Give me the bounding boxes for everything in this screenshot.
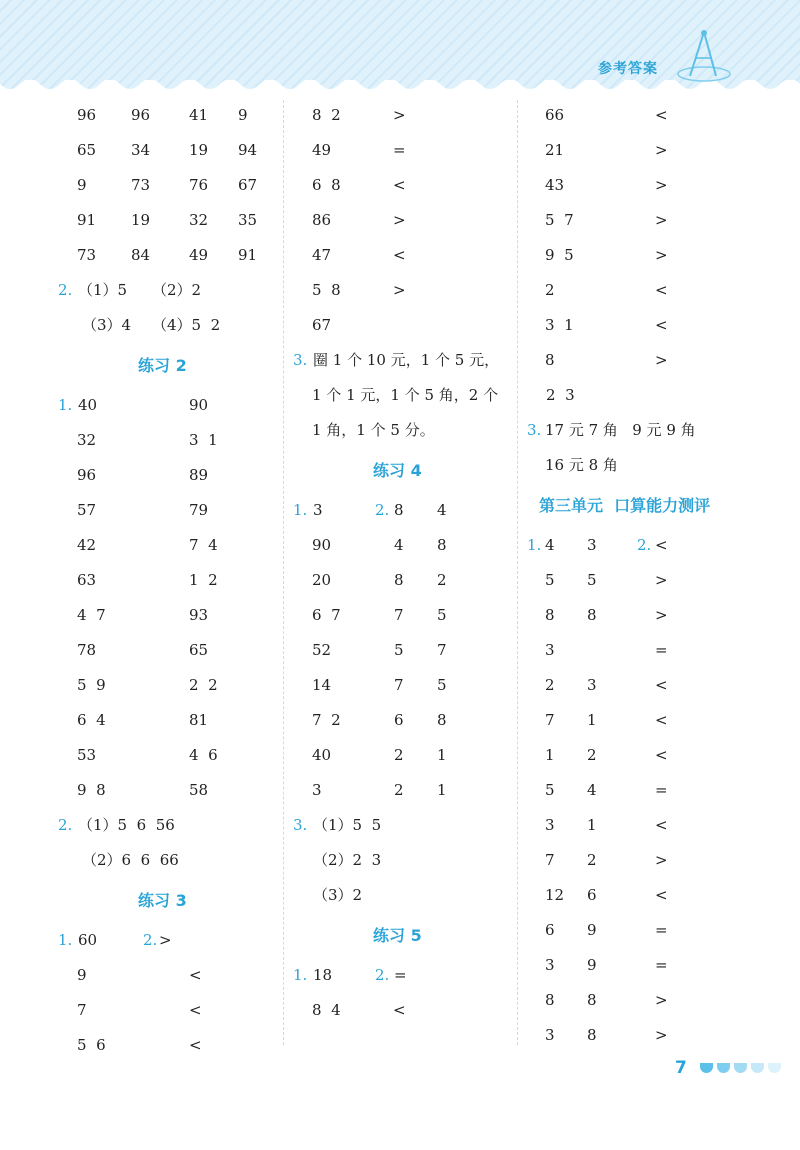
answer-value: 4 [437, 501, 447, 519]
answer-row [527, 238, 789, 273]
answer-value: 1 [437, 746, 447, 764]
answer-value: 4 [587, 781, 597, 799]
question-number: 2. [637, 536, 652, 554]
answer-row [293, 633, 511, 668]
section-heading [58, 343, 280, 388]
section-heading-text: 练习 5 [373, 926, 422, 945]
answer-value: = [655, 641, 668, 659]
answer-value: 19 [131, 211, 151, 229]
answer-value: > [655, 141, 668, 159]
answer-value: 8 [545, 991, 555, 1009]
answer-value: > [655, 851, 668, 869]
answer-value: 19 [189, 141, 209, 159]
answer-value: 32 [189, 211, 209, 229]
answer-value: 3 [587, 676, 597, 694]
answer-value: < [655, 711, 668, 729]
answer-row [527, 203, 789, 238]
answer-row [293, 878, 511, 913]
answer-value: 96 [77, 106, 97, 124]
answer-value: 1 [437, 781, 447, 799]
answer-value: 3 [587, 536, 597, 554]
answer-value: 7 [394, 676, 404, 694]
answer-value: < [655, 536, 668, 554]
answer-value: = [655, 921, 668, 939]
answer-value: < [393, 1001, 406, 1019]
answer-value: 4 7 [77, 606, 106, 624]
answer-value: 5 6 [77, 1036, 106, 1054]
question-number: 3. [293, 351, 308, 369]
answer-value: < [393, 176, 406, 194]
answer-value: 73 [77, 246, 97, 264]
answer-value: < [655, 886, 668, 904]
answer-column-3 [527, 98, 789, 1053]
column-divider-1 [283, 100, 284, 1045]
question-number: 2. [143, 931, 158, 949]
answer-row [293, 378, 511, 413]
question-number: 3. [527, 421, 542, 439]
answer-value: = [655, 781, 668, 799]
answer-row [58, 203, 280, 238]
answer-value: 84 [131, 246, 151, 264]
answer-value: < [655, 281, 668, 299]
answer-value: 9 [587, 921, 597, 939]
answer-value: 2 [545, 676, 555, 694]
answer-row [293, 273, 511, 308]
answer-value: 2 [587, 851, 597, 869]
answer-value: 14 [312, 676, 332, 694]
answer-value: 5 7 [545, 211, 574, 229]
answer-value: 6 [587, 886, 597, 904]
answer-value: 3 [545, 1026, 555, 1044]
answer-row [527, 878, 789, 913]
section-heading-text: 练习 2 [138, 356, 187, 375]
answer-value: 53 [77, 746, 97, 764]
section-heading [293, 913, 511, 958]
answer-row [293, 808, 511, 843]
answer-value: 3 [545, 816, 555, 834]
answer-value: 18 [313, 966, 333, 984]
answer-value: 8 [394, 501, 404, 519]
answer-value: 3 [545, 956, 555, 974]
answer-value: 78 [77, 641, 97, 659]
answer-row [293, 703, 511, 738]
answer-row [58, 703, 280, 738]
answer-value: 9 [238, 106, 248, 124]
section-heading-text: 练习 4 [373, 461, 422, 480]
answer-value: 7 [77, 1001, 87, 1019]
answer-value: 7 [545, 711, 555, 729]
answer-value: 96 [77, 466, 97, 484]
answer-row [527, 843, 789, 878]
answer-value: （3）2 [313, 886, 363, 904]
answer-value: 47 [312, 246, 332, 264]
answer-value: 5 [545, 571, 555, 589]
answer-value: 76 [189, 176, 209, 194]
answer-row [293, 958, 511, 993]
answer-row [527, 133, 789, 168]
answer-column-2 [293, 98, 511, 1028]
answer-value: 5 [437, 606, 447, 624]
answer-row [293, 493, 511, 528]
answer-row [58, 668, 280, 703]
answer-row [527, 378, 789, 413]
answer-row [527, 703, 789, 738]
answer-value: 9 [77, 176, 87, 194]
answer-value: 3 [312, 781, 322, 799]
answer-value: 5 [587, 571, 597, 589]
answer-row [527, 413, 789, 448]
answer-value: （4）5 2 [152, 316, 221, 334]
answer-row [527, 773, 789, 808]
answer-value: 90 [189, 396, 209, 414]
answer-value: 1 [545, 746, 555, 764]
answer-value: 7 4 [189, 536, 218, 554]
answer-value: 21 [545, 141, 565, 159]
question-number: 2. [375, 501, 390, 519]
answer-value: < [655, 816, 668, 834]
answer-value: 91 [77, 211, 97, 229]
answer-value: 6 8 [312, 176, 341, 194]
answer-value: > [655, 991, 668, 1009]
answer-value: 2 [545, 281, 555, 299]
answer-value: 79 [189, 501, 209, 519]
answer-value: 96 [131, 106, 151, 124]
answer-row [527, 913, 789, 948]
answer-row [293, 98, 511, 133]
header-title: 参考答案 [598, 61, 658, 77]
answer-row [527, 343, 789, 378]
answer-value: 3 [545, 641, 555, 659]
answer-row [527, 668, 789, 703]
answer-value: 8 4 [312, 1001, 341, 1019]
answer-row [58, 563, 280, 598]
answer-value: 40 [78, 396, 98, 414]
answer-row [527, 308, 789, 343]
decorative-dot [768, 1063, 781, 1073]
column-divider-2 [517, 100, 518, 1045]
answer-row [527, 983, 789, 1018]
answer-value: 9 8 [77, 781, 106, 799]
answer-value: 16 元 8 角 [545, 456, 618, 474]
section-heading-text: 练习 3 [138, 891, 187, 910]
answer-value: （1）5 6 56 [78, 816, 175, 834]
answer-value: < [189, 966, 202, 984]
answer-value: 49 [189, 246, 209, 264]
answer-value: （2）2 [152, 281, 202, 299]
answer-value: < [393, 246, 406, 264]
answer-value: 1 [587, 711, 597, 729]
answer-value: 2 [394, 781, 404, 799]
answer-value: 17 元 7 角 9 元 9 角 [545, 421, 696, 439]
answer-value: 4 [545, 536, 555, 554]
answer-value: 93 [189, 606, 209, 624]
answer-value: 65 [77, 141, 97, 159]
answer-value: （3）4 [82, 316, 132, 334]
answer-row [58, 458, 280, 493]
answer-value: 1 个 1 元，1 个 5 角，2 个 [312, 386, 499, 404]
answer-row [58, 388, 280, 423]
answer-column-1 [58, 98, 280, 1063]
answer-row [293, 238, 511, 273]
answer-value: 34 [131, 141, 151, 159]
answer-row [58, 133, 280, 168]
answer-value: 40 [312, 746, 332, 764]
answer-value: 91 [238, 246, 258, 264]
page-number: 7 [675, 1058, 687, 1078]
decorative-dot [751, 1063, 764, 1073]
answer-value: 圈 1 个 10 元，1 个 5 元， [313, 351, 500, 369]
question-number: 1. [293, 501, 308, 519]
answer-row [58, 98, 280, 133]
answer-value: 41 [189, 106, 209, 124]
answer-value: 8 [394, 571, 404, 589]
answer-row [527, 273, 789, 308]
answer-row [58, 738, 280, 773]
compass-ruler-icon [676, 28, 732, 84]
answer-value: 7 [394, 606, 404, 624]
answer-value: 43 [545, 176, 565, 194]
answer-value: 2 [394, 746, 404, 764]
answer-value: （1）5 [78, 281, 128, 299]
answer-value: （2）2 3 [313, 851, 382, 869]
answer-value: 5 8 [312, 281, 341, 299]
decorative-dot [700, 1063, 713, 1073]
answer-value: 5 [437, 676, 447, 694]
section-heading [293, 448, 511, 493]
question-number: 2. [58, 281, 73, 299]
answer-value: 2 [437, 571, 447, 589]
question-number: 1. [58, 396, 73, 414]
answer-value: > [393, 281, 406, 299]
answer-value: = [393, 141, 406, 159]
answer-row [58, 958, 280, 993]
answer-value: 2 [587, 746, 597, 764]
answer-value: 67 [238, 176, 258, 194]
decorative-dot [717, 1063, 730, 1073]
answer-value: 3 1 [189, 431, 218, 449]
decorative-dot [734, 1063, 747, 1073]
answer-value: 4 6 [189, 746, 218, 764]
answer-value: 8 2 [312, 106, 341, 124]
answer-value: 1 2 [189, 571, 218, 589]
answer-row [527, 1018, 789, 1053]
answer-value: 5 [545, 781, 555, 799]
answer-row [58, 308, 280, 343]
answer-value: 5 [394, 641, 404, 659]
answer-row [293, 993, 511, 1028]
answer-value: > [655, 211, 668, 229]
answer-row [58, 168, 280, 203]
answer-value: > [393, 211, 406, 229]
answer-value: 8 [545, 606, 555, 624]
answer-value: = [394, 966, 407, 984]
section-heading-text: 第三单元 口算能力测评 [539, 496, 711, 515]
answer-value: 81 [189, 711, 209, 729]
answer-row [527, 633, 789, 668]
answer-value: 8 [437, 711, 447, 729]
answer-row [293, 773, 511, 808]
question-number: 3. [293, 816, 308, 834]
answer-row [58, 423, 280, 458]
answer-value: 8 [545, 351, 555, 369]
answer-value: 49 [312, 141, 332, 159]
answer-value: > [655, 1026, 668, 1044]
answer-value: （1）5 5 [313, 816, 382, 834]
answer-row [58, 238, 280, 273]
answer-value: 3 [313, 501, 323, 519]
answer-value: 90 [312, 536, 332, 554]
answer-value: 86 [312, 211, 332, 229]
answer-value: 89 [189, 466, 209, 484]
answer-row [58, 843, 280, 878]
answer-row [58, 993, 280, 1028]
answer-row [293, 563, 511, 598]
answer-row [293, 598, 511, 633]
answer-row [58, 923, 280, 958]
answer-value: 6 7 [312, 606, 341, 624]
answer-row [58, 528, 280, 563]
answer-value: 73 [131, 176, 151, 194]
answer-value: < [189, 1036, 202, 1054]
answer-row [293, 203, 511, 238]
answer-value: 63 [77, 571, 97, 589]
answer-value: < [189, 1001, 202, 1019]
answer-value: 42 [77, 536, 97, 554]
answer-value: 8 [437, 536, 447, 554]
answer-row [58, 493, 280, 528]
answer-value: 3 1 [545, 316, 574, 334]
answer-row [58, 773, 280, 808]
answer-value: 6 [394, 711, 404, 729]
answer-value: 1 角，1 个 5 分。 [312, 421, 435, 439]
answer-value: 5 9 [77, 676, 106, 694]
answer-row [293, 843, 511, 878]
answer-value: 8 [587, 991, 597, 1009]
section-heading [58, 878, 280, 923]
answer-row [293, 668, 511, 703]
answer-value: 9 [587, 956, 597, 974]
question-number: 1. [293, 966, 308, 984]
answer-value: 2 2 [189, 676, 218, 694]
answer-value: 67 [312, 316, 332, 334]
answer-value: 9 [77, 966, 87, 984]
answer-value: 9 5 [545, 246, 574, 264]
answer-value: 7 [545, 851, 555, 869]
answer-row [527, 738, 789, 773]
answer-row [58, 1028, 280, 1063]
answer-value: 58 [189, 781, 209, 799]
answer-row [527, 808, 789, 843]
answer-value: 8 [587, 1026, 597, 1044]
answer-row [293, 413, 511, 448]
answer-value: = [655, 956, 668, 974]
answer-value: 8 [587, 606, 597, 624]
answer-value: > [655, 176, 668, 194]
answer-row [293, 343, 511, 378]
answer-value: 66 [545, 106, 565, 124]
answer-value: 94 [238, 141, 258, 159]
answer-row [58, 808, 280, 843]
answer-value: 6 4 [77, 711, 106, 729]
answer-row [527, 98, 789, 133]
answer-row [293, 133, 511, 168]
answer-value: 57 [77, 501, 97, 519]
section-heading [527, 483, 789, 528]
answer-value: > [655, 571, 668, 589]
answer-value: 7 [437, 641, 447, 659]
answer-row [58, 598, 280, 633]
answer-value: 4 [394, 536, 404, 554]
answer-row [527, 563, 789, 598]
answer-value: 60 [78, 931, 98, 949]
answer-value: 7 2 [312, 711, 341, 729]
answer-value: 52 [312, 641, 332, 659]
answer-row [293, 308, 511, 343]
answer-row [527, 598, 789, 633]
answer-value: （2）6 6 66 [82, 851, 179, 869]
answer-value: < [655, 746, 668, 764]
answer-value: 6 [545, 921, 555, 939]
answer-row [58, 273, 280, 308]
answer-value: < [655, 106, 668, 124]
answer-row [293, 168, 511, 203]
answer-value: 20 [312, 571, 332, 589]
answer-value: 1 [587, 816, 597, 834]
answer-row [527, 448, 789, 483]
answer-value: 32 [77, 431, 97, 449]
answer-value: > [655, 606, 668, 624]
answer-value: > [655, 246, 668, 264]
answer-row [293, 738, 511, 773]
answer-value: 65 [189, 641, 209, 659]
answer-value: > [159, 931, 172, 949]
answer-value: > [393, 106, 406, 124]
question-number: 2. [375, 966, 390, 984]
answer-value: 12 [545, 886, 565, 904]
question-number: 1. [58, 931, 73, 949]
question-number: 2. [58, 816, 73, 834]
answer-value: < [655, 316, 668, 334]
answer-value: 35 [238, 211, 258, 229]
answer-row [527, 168, 789, 203]
question-number: 1. [527, 536, 542, 554]
answer-row [58, 633, 280, 668]
answer-value: < [655, 676, 668, 694]
answer-value: > [655, 351, 668, 369]
answer-value: 2 3 [546, 386, 575, 404]
answer-row [293, 528, 511, 563]
answer-row [527, 528, 789, 563]
answer-row [527, 948, 789, 983]
